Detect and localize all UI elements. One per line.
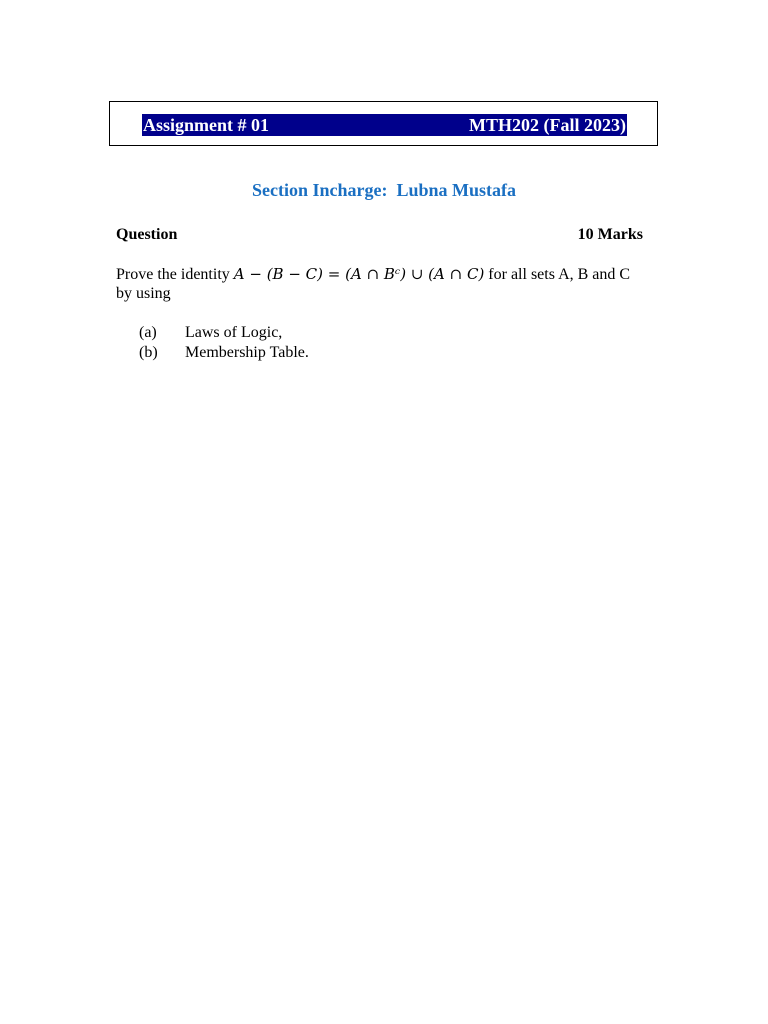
assignment-number: Assignment # 01: [143, 115, 270, 135]
course-title: MTH202 (Fall 2023): [469, 115, 626, 135]
part-text: Laws of Logic,: [185, 324, 283, 341]
part-text: Membership Table.: [185, 344, 309, 361]
question-header: [116, 225, 643, 245]
identity-formula: A − (B − C) = (A ∩ Bᶜ) ∪ (A ∩ C): [233, 265, 485, 283]
header-band: [142, 114, 627, 136]
statement-prefix: Prove the identity: [116, 266, 234, 283]
question-statement: [116, 265, 646, 303]
statement-suffix: for all sets A, B and C by using: [116, 266, 631, 302]
part-label: (a): [139, 324, 157, 341]
header-box: [109, 101, 658, 146]
marks-label: 10 Marks: [577, 226, 643, 243]
part-label: (b): [139, 344, 158, 361]
question-label: Question: [116, 226, 178, 243]
section-incharge: Section Incharge: Lubna Mustafa: [251, 180, 516, 200]
